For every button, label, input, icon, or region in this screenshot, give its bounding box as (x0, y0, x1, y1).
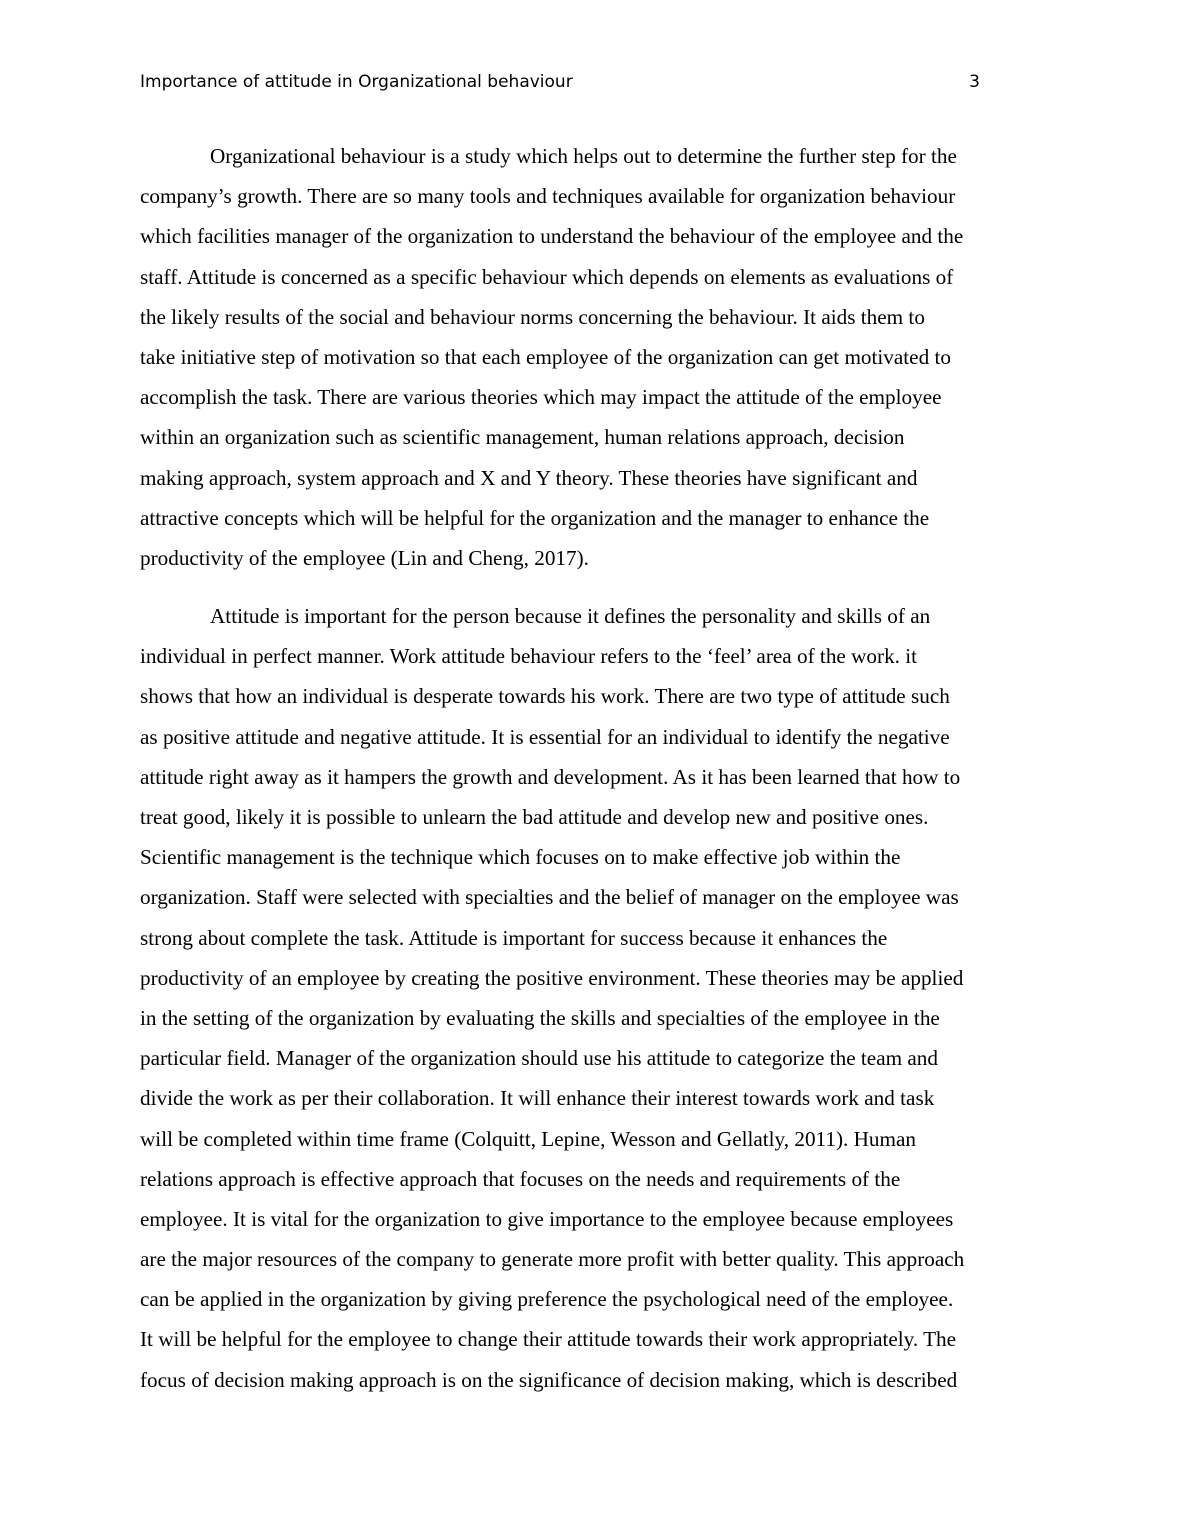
paragraph-1 (140, 136, 1052, 578)
paragraph-line: strong about complete the task. Attitude is important for success because it enhances the (140, 925, 888, 950)
paragraph-line: are the major resources of the company to generate more profit with better quality. This approach (140, 1247, 965, 1272)
paragraph-line: divide the work as per their collaboration. It will enhance their interest towards work and task (140, 1086, 935, 1111)
paragraph-line: as positive attitude and negative attitude. It is essential for an individual to identify the negative (140, 724, 950, 749)
paragraph-line: productivity of the employee (Lin and Cheng, 2017). (140, 545, 589, 570)
page-number: 3 (969, 72, 980, 92)
paragraph-line: within an organization such as scientific management, human relations approach, decision (140, 425, 905, 450)
paragraph-line: particular field. Manager of the organization should use his attitude to categorize the team and (140, 1046, 938, 1071)
paragraph-line: will be completed within time frame (Colquitt, Lepine, Wesson and Gellatly, 2011). Human (140, 1126, 916, 1151)
paragraph-line: in the setting of the organization by evaluating the skills and specialties of the employee in the (140, 1005, 940, 1030)
paragraph-line: accomplish the task. There are various theories which may impact the attitude of the employee (140, 385, 942, 410)
paragraph-line: relations approach is effective approach that focuses on the needs and requirements of the (140, 1166, 901, 1191)
paragraph-line: company’s growth. There are so many tools and techniques available for organization behaviour (140, 184, 956, 209)
paragraph-line: which facilities manager of the organization to understand the behaviour of the employee and the (140, 224, 964, 249)
running-head (140, 72, 980, 96)
paragraph-line: Scientific management is the technique which focuses on to make effective job within the (140, 845, 901, 870)
paragraph-line: making approach, system approach and X and Y theory. These theories have significant and (140, 465, 918, 490)
paragraph-line: can be applied in the organization by giving preference the psychological need of the employee. (140, 1287, 954, 1312)
paragraph-line: shows that how an individual is desperate towards his work. There are two type of attitude such (140, 684, 950, 709)
paragraph-line: staff. Attitude is concerned as a specific behaviour which depends on elements as evaluations of (140, 264, 954, 289)
paragraph-line: attractive concepts which will be helpful for the organization and the manager to enhance the (140, 505, 930, 530)
paragraph-2 (140, 596, 1052, 1400)
paragraph-line: attitude right away as it hampers the growth and development. As it has been learned that how to (140, 764, 961, 789)
paragraph-line: organization. Staff were selected with specialties and the belief of manager on the employee was (140, 885, 959, 910)
paragraph-line: Attitude is important for the person because it defines the personality and skills of an (210, 604, 931, 629)
paragraph-line: Organizational behaviour is a study which helps out to determine the further step for the (210, 144, 957, 168)
paragraph-line: individual in perfect manner. Work attitude behaviour refers to the ‘feel’ area of the work. it (140, 644, 918, 669)
document-body (140, 136, 1052, 1400)
paragraph-line: the likely results of the social and behaviour norms concerning the behaviour. It aids them to (140, 304, 925, 329)
paragraph-line: productivity of an employee by creating the positive environment. These theories may be applied (140, 965, 964, 990)
paragraph-line: It will be helpful for the employee to change their attitude towards their work appropriately. The (140, 1327, 957, 1352)
paragraph-line: take initiative step of motivation so that each employee of the organization can get motivated to (140, 344, 951, 369)
running-head-title: Importance of attitude in Organizational behaviour (140, 72, 573, 92)
paragraph-line: focus of decision making approach is on the significance of decision making, which is described (140, 1367, 958, 1392)
paragraph-line: treat good, likely it is possible to unlearn the bad attitude and develop new and positive ones. (140, 805, 929, 829)
paragraph-line: employee. It is vital for the organization to give importance to the employee because employees (140, 1206, 954, 1231)
